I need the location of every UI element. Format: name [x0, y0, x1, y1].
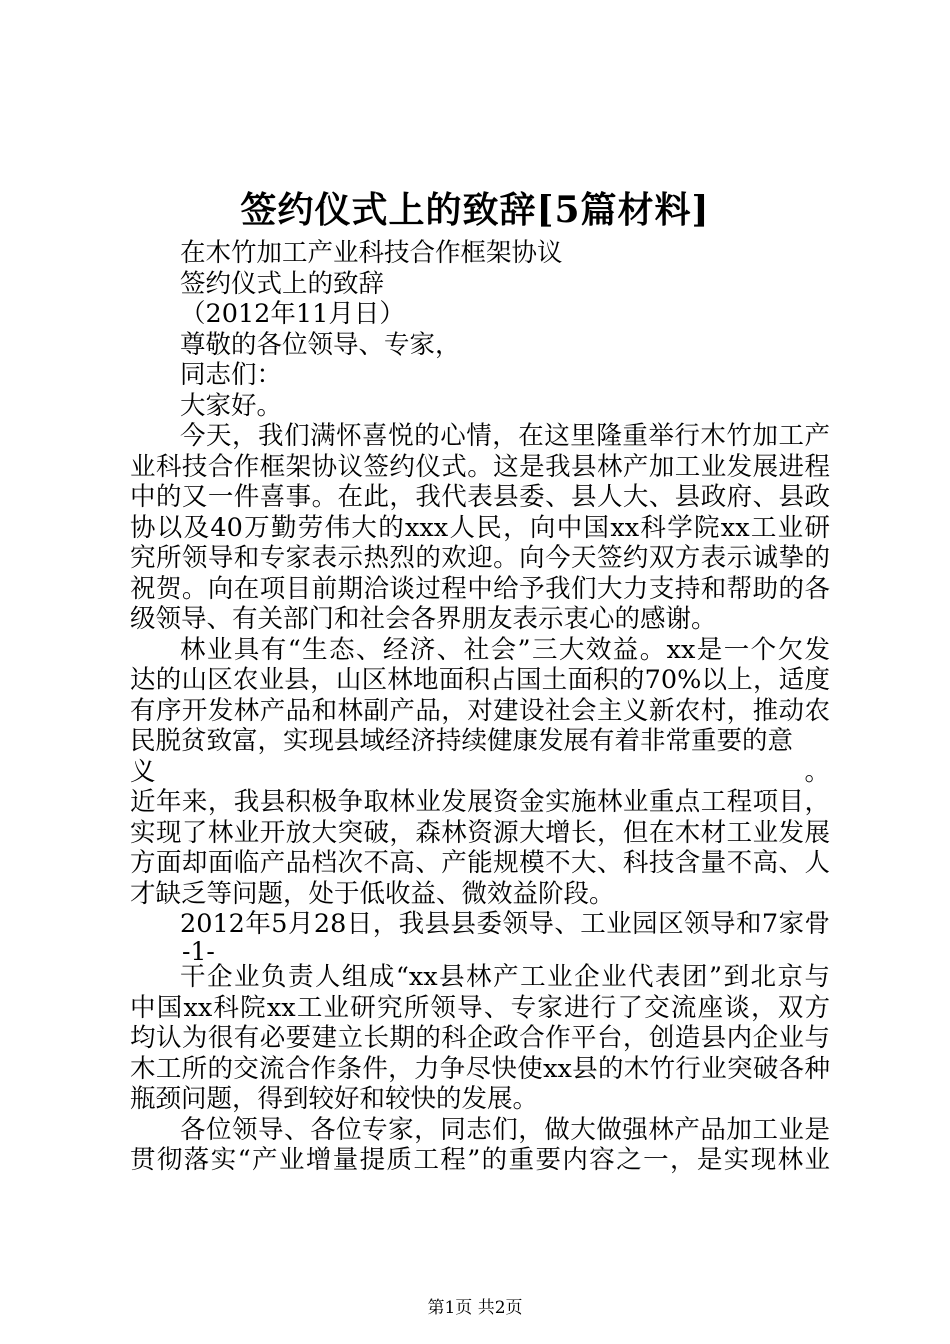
header-line: （2012年11月日） — [180, 299, 405, 329]
paragraph-line: 有序开发林产品和林副产品，对建设社会主义新农村，推动农 — [130, 695, 830, 726]
paragraph-line: 2012年5月28日，我县县委领导、工业园区领导和7家骨 — [180, 909, 830, 939]
paragraph-line: 今天，我们满怀喜悦的心情，在这里隆重举行木竹加工产 — [180, 421, 830, 451]
paragraph-line: 近年来，我县积极争取林业发展资金实施林业重点工程项目， — [130, 787, 830, 817]
paragraph-line: 民脱贫致富，实现县域经济持续健康发展有着非常重要的意义。 — [130, 726, 830, 787]
document-body-part1 — [130, 238, 830, 940]
paragraph-line: 均认为很有必要建立长期的科企政合作平台，创造县内企业与 — [130, 1023, 830, 1053]
header-line: 在木竹加工产业科技合作框架协议 — [180, 238, 563, 268]
paragraph-line: 究所领导和专家表示热烈的欢迎。向今天签约双方表示诚挚的 — [130, 543, 830, 573]
paragraph-line: 祝贺。向在项目前期洽谈过程中给予我们大力支持和帮助的各 — [130, 573, 830, 604]
paragraph-line: 级领导、有关部门和社会各界朋友表示衷心的感谢。 — [130, 604, 717, 634]
paragraph-line: 协以及40万勤劳伟大的xxx人民，向中国xx科学院xx工业研 — [130, 512, 830, 543]
paragraph-line: 贯彻落实“产业增量提质工程”的重要内容之一，是实现林业 — [130, 1145, 830, 1175]
page-footer: 第1页 共2页 — [427, 1298, 523, 1318]
paragraph-line: 中国xx科院xx工业研究所领导、专家进行了交流座谈，双方 — [130, 992, 830, 1023]
document-title: 签约仪式上的致辞[5篇材料] — [240, 189, 710, 231]
paragraph-line: 林业具有“生态、经济、社会”三大效益。xx是一个欠发 — [180, 634, 830, 665]
document-body-part2 — [130, 962, 830, 1176]
paragraph-line: 木工所的交流合作条件，力争尽快使xx县的木竹行业突破各种 — [130, 1053, 830, 1084]
paragraph-line: 方面却面临产品档次不高、产能规模不大、科技含量不高、人 — [130, 848, 830, 878]
paragraph-line: 才缺乏等问题，处于低收益、微效益阶段。 — [130, 878, 615, 909]
page-number-marker: -1- — [182, 937, 215, 966]
paragraph-line: 各位领导、各位专家，同志们，做大做强林产品加工业是 — [180, 1114, 830, 1145]
paragraph-line: 达的山区农业县，山区林地面积占国土面积的70%以上，适度 — [130, 665, 830, 695]
paragraph-line: 干企业负责人组成“xx县林产工业企业代表团”到北京与 — [180, 962, 830, 992]
salutation-line: 同志们： — [180, 360, 283, 390]
paragraph-line: 中的又一件喜事。在此，我代表县委、县人大、县政府、县政 — [130, 482, 830, 512]
paragraph-line: 实现了林业开放大突破，森林资源大增长，但在木材工业发展 — [130, 817, 830, 848]
paragraph-line: 业科技合作框架协议签约仪式。这是我县林产加工业发展进程 — [130, 451, 830, 482]
salutation-line: 尊敬的各位领导、专家， — [180, 329, 461, 360]
header-line: 签约仪式上的致辞 — [180, 268, 385, 299]
greeting-line: 大家好。 — [180, 390, 283, 421]
paragraph-line: 瓶颈问题，得到较好和较快的发展。 — [130, 1084, 539, 1114]
